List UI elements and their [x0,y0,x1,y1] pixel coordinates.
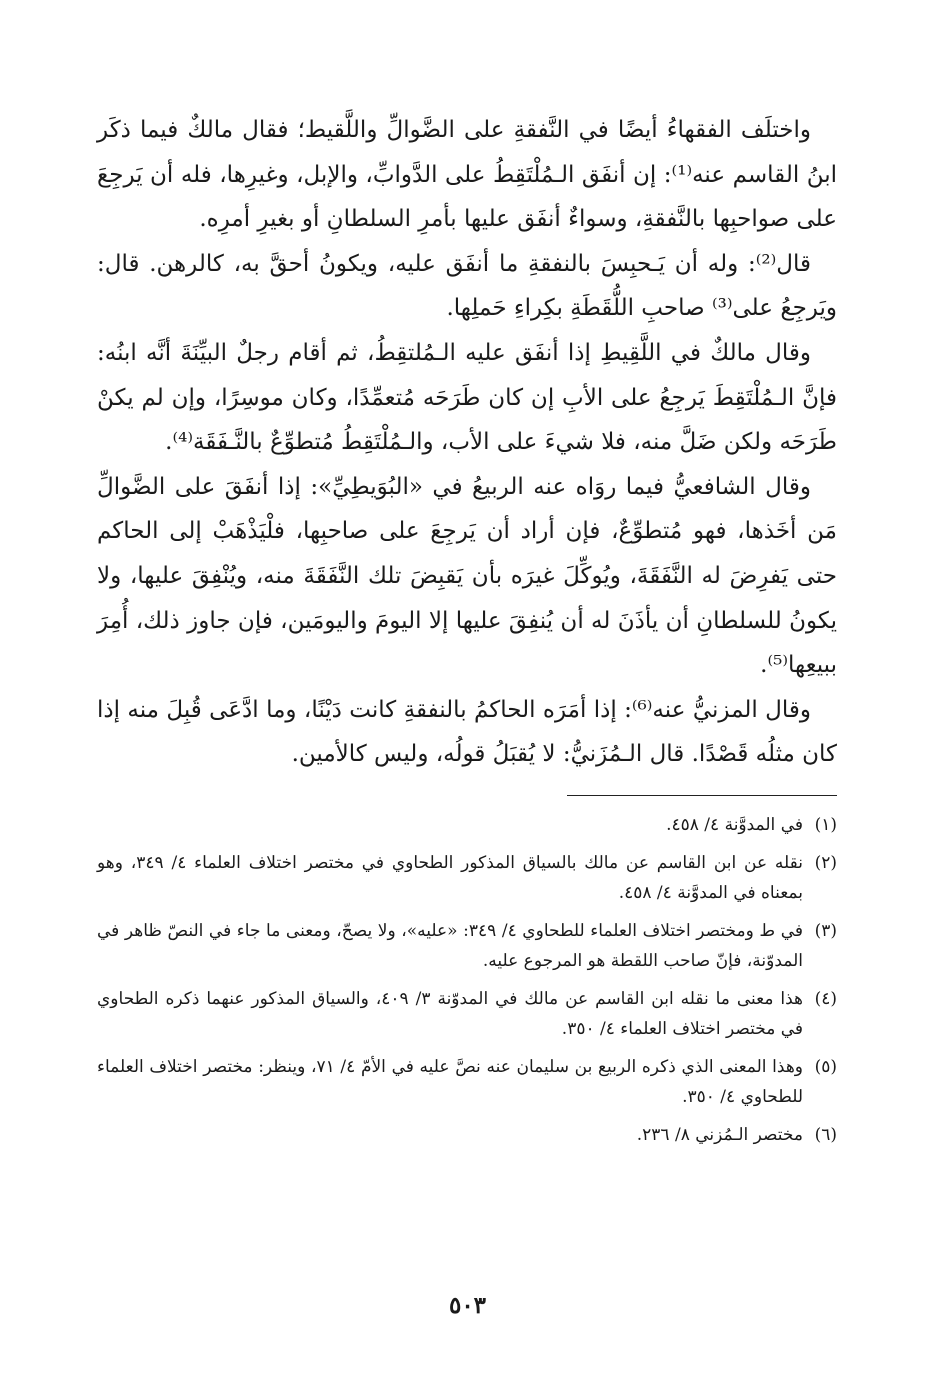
footnote [97,916,837,976]
footnote-text: مختصر الـمُزني ٨/ ٢٣٦. [636,1124,803,1145]
paragraph: وقال مالكٌ في اللَّقِيطِ إذا أنفَق عليه الـمُلتقِطُ، ثم أقام رجلٌ البيِّنَةَ أنَّه ابنُه: فإنَّ الـمُلْتَقِطَ يَرجِعُ على الأبِ إن كان طَرَحَه مُتعمِّدًا، وكان موسِرًا، وإن لم يكنْ طَرَحَه ولكن ضَلَّ منه، فلا شيءَ على الأب، والـمُلْتَقِطُ مُتطوِّعٌ بالنَّـفَقَة⁽⁴⁾. [97,339,837,456]
page-body [97,108,837,1158]
main-text [97,108,837,777]
footnote-divider [567,795,837,796]
paragraph: وقال المزنيُّ عنه⁽⁶⁾: إذا أمَرَه الحاكمُ بالنفقةِ كانت دَيْنًا، وما ادَّعَى قُبِلَ منه إذا كان مثلُه قَصْدًا. قال الـمُزَنيُّ: لا يُقبَلُ قولُه، وليس كالأمين. [97,696,837,768]
footnote-number: (١) [814,814,837,835]
paragraph: واختلَف الفقهاءُ أيضًا في النَّفقةِ على الضَّوالِّ واللَّقيط؛ فقال مالكٌ فيما ذكَر ابنُ القاسم عنه⁽¹⁾: إن أنفَق الـمُلْتَقِطُ على الدَّوابِّ، والإبل، وغيرِها، فله أن يَرجِعَ على صواحبِها بالنَّفقةِ، وسواءٌ أنفَق عليها بأمرِ السلطانِ أو بغيرِ أمرِه. [97,117,838,233]
footnote-number: (٥) [814,1056,837,1077]
page-number: ٥٠٣ [448,1292,487,1319]
footnote [97,810,837,840]
paragraph: قال⁽²⁾: وله أن يَـحبِسَ بالنفقةِ ما أنفَق عليه، ويكونُ أحقَّ به، كالرهن. قال: ويَرجِعُ على⁽³⁾ صاحبِ اللُّقَطَةِ بكِراءِ حَملِها. [97,250,837,322]
footnote-number: (٢) [814,852,837,873]
footnotes [97,810,837,1150]
paragraph: وقال الشافعيُّ فيما روَاه عنه الربيعُ في «البُوَيطِيِّ»: إذا أنفَقَ على الضَّوالِّ مَن أخَذها، فهو مُتطوِّعٌ، فإن أراد أن يَرجِعَ على صاحبِها، فلْيَذْهَبْ إلى الحاكم حتى يَفرِضَ له النَّفَقَةَ، ويُوكِّلَ غيرَه بأن يَقبِضَ تلك النَّفَقَةَ منه، ويُنْفِقَ عليها، ولا يكونُ للسلطانِ أن يأذَنَ له أن يُنفِقَ عليها إلا اليومَ واليومَين، فإن جاوز ذلك، أُمِرَ ببيعِها⁽⁵⁾. [97,473,837,679]
footnote-text: وهذا المعنى الذي ذكره الربيع بن سليمان عنه نصَّ عليه في الأمّ ٤/ ٧١، وينظر: مختصر اختلاف العلماء للطحاوي ٤/ ٣٥٠. [97,1056,804,1107]
footnote-number: (٣) [814,920,837,941]
footnote-text: نقله عن ابن القاسم عن مالك بالسياق المذكور الطحاوي في مختصر اختلاف العلماء ٤/ ٣٤٩، وهو بمعناه في المدوَّنة ٤/ ٤٥٨. [97,852,803,903]
footnote-number: (٦) [814,1124,837,1145]
footnote-text: هذا معنى ما نقله ابن القاسم عن مالك في المدوّنة ٣/ ٤٠٩، والسياق المذكور عنهما ذكره الطحاوي في مختصر اختلاف العلماء ٤/ ٣٥٠. [97,988,803,1039]
footnote-text: في المدوَّنة ٤/ ٤٥٨. [666,814,803,835]
footnote [97,848,837,908]
footnote-text: في ط ومختصر اختلاف العلماء للطحاوي ٤/ ٣٤٩: «عليه»، ولا يصحّ، ومعنى ما جاء في النصّ ظاهر في المدوّنة، فإنّ صاحب اللقطة هو المرجوع عليه. [97,920,804,971]
footnote-number: (٤) [814,988,837,1009]
footnote [97,984,837,1044]
footnote [97,1120,837,1150]
footnote [97,1052,837,1112]
